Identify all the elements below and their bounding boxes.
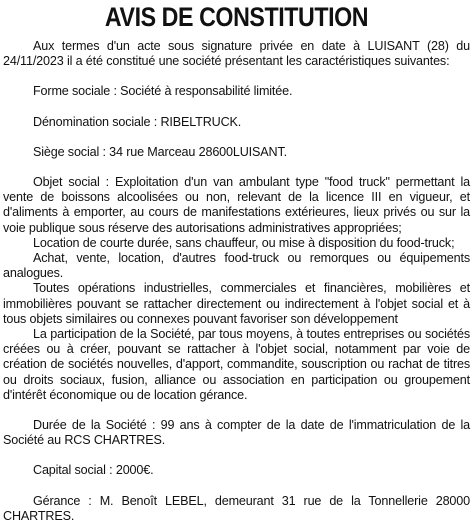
gerance: Gérance : M. Benoît LEBEL, demeurant 31 rue de la Tonnellerie 28000 CHARTRES. [3, 493, 470, 523]
capital-social: Capital social : 2000€. [33, 463, 154, 478]
objet-social-location: Location de courte durée, sans chauffeur, ou mise à disposition du food-truck; [33, 235, 455, 250]
duree-societe: Durée de la Société : 99 ans à compter de la date de l'immatriculation de la Société au RCS CHARTRES. [3, 418, 470, 448]
notice-body [3, 39, 470, 524]
notice-title: AVIS DE CONSTITUTION [104, 2, 369, 32]
denomination-sociale: Dénomination sociale : RIBELTRUCK. [33, 114, 242, 129]
intro-paragraph: Aux termes d'un acte sous signature privée en date à LUISANT (28) du 24/11/2023 il a été constitué une société présentant les caractéristiques suivantes: [3, 39, 470, 69]
siege-social: Siège social : 34 rue Marceau 28600LUISANT. [33, 144, 287, 159]
objet-social-achat: Achat, vente, location, d'autres food-truck ou remorques ou équipements analogues. [3, 251, 470, 281]
objet-social-participation: La participation de la Société, par tous moyens, à toutes entreprises ou sociétés créées ou à créer, pouvant se rattacher à l'objet social, notamment par voie de création de sociétés nouvelles, d'apport, commandite, souscription ou rachat de titres ou droits sociaux, fusion, alliance ou association en participation ou groupement d'intérêt économique ou de location gérance. [3, 327, 470, 402]
objet-social-operations: Toutes opérations industrielles, commerciales et financières, mobilières et immobilières pouvant se rattacher directement ou indirectement à l'objet social et à tous objets similaires ou connexes pouvant favoriser son développement [3, 281, 470, 326]
forme-sociale: Forme sociale : Société à responsabilité limitée. [33, 84, 293, 99]
objet-social-main: Objet social : Exploitation d'un van ambulant type "food truck" permettant la vente de boissons alcoolisées ou non, relevant de la licence III en vigueur, et d'aliments à emporter, au cours de manifestations extérieures, lieux privés ou sur la voie publique sous réserve des autorisations administratives appropriées; [3, 175, 470, 235]
